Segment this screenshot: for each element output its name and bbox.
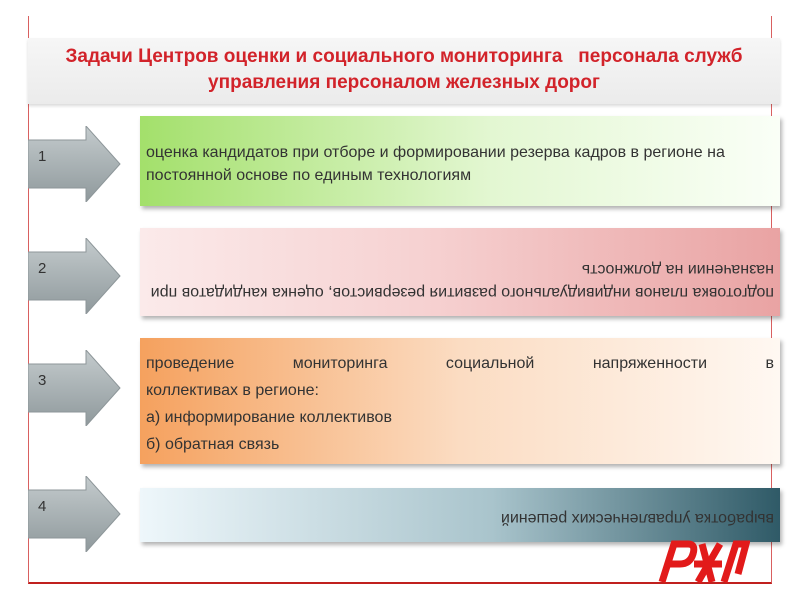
rzd-logo-icon [654, 540, 750, 584]
step-2-arrow [28, 238, 122, 314]
slide-title: Задачи Центров оценки и социального мониторинга персонала служб управления персоналом железных дорог [65, 46, 748, 93]
step-4-arrow [28, 476, 122, 552]
task-2-flipped-content [140, 228, 780, 316]
step-2-number: 2 [38, 260, 47, 277]
step-3-number: 3 [38, 372, 47, 389]
step-1-arrow [28, 126, 122, 202]
task-3-box [140, 338, 780, 464]
task-3-line-2: коллективах в регионе: [146, 382, 319, 399]
step-1-number: 1 [38, 148, 47, 165]
task-2-box [140, 228, 780, 316]
task-3-line-4: б) обратная связь [146, 436, 280, 453]
task-1-box [140, 116, 780, 206]
task-3-line-3: а) информирование коллективов [146, 409, 392, 426]
task-4-flipped-content [140, 488, 780, 542]
task-2-text: подготовка планов индивидуального развития резервистов, оценка кандидатов при назначении на должность [150, 261, 774, 301]
task-4-box [140, 488, 780, 542]
step-4-number: 4 [38, 498, 47, 515]
step-3-arrow [28, 350, 122, 426]
task-4-text: выработка управленческих решений [500, 510, 774, 527]
task-1-text: оценка кандидатов при отборе и формировании резерва кадров в регионе на постоянной основе по единым технологиям [146, 144, 725, 184]
task-3-line-1: проведение мониторинга социальной напряженности в [146, 355, 774, 372]
